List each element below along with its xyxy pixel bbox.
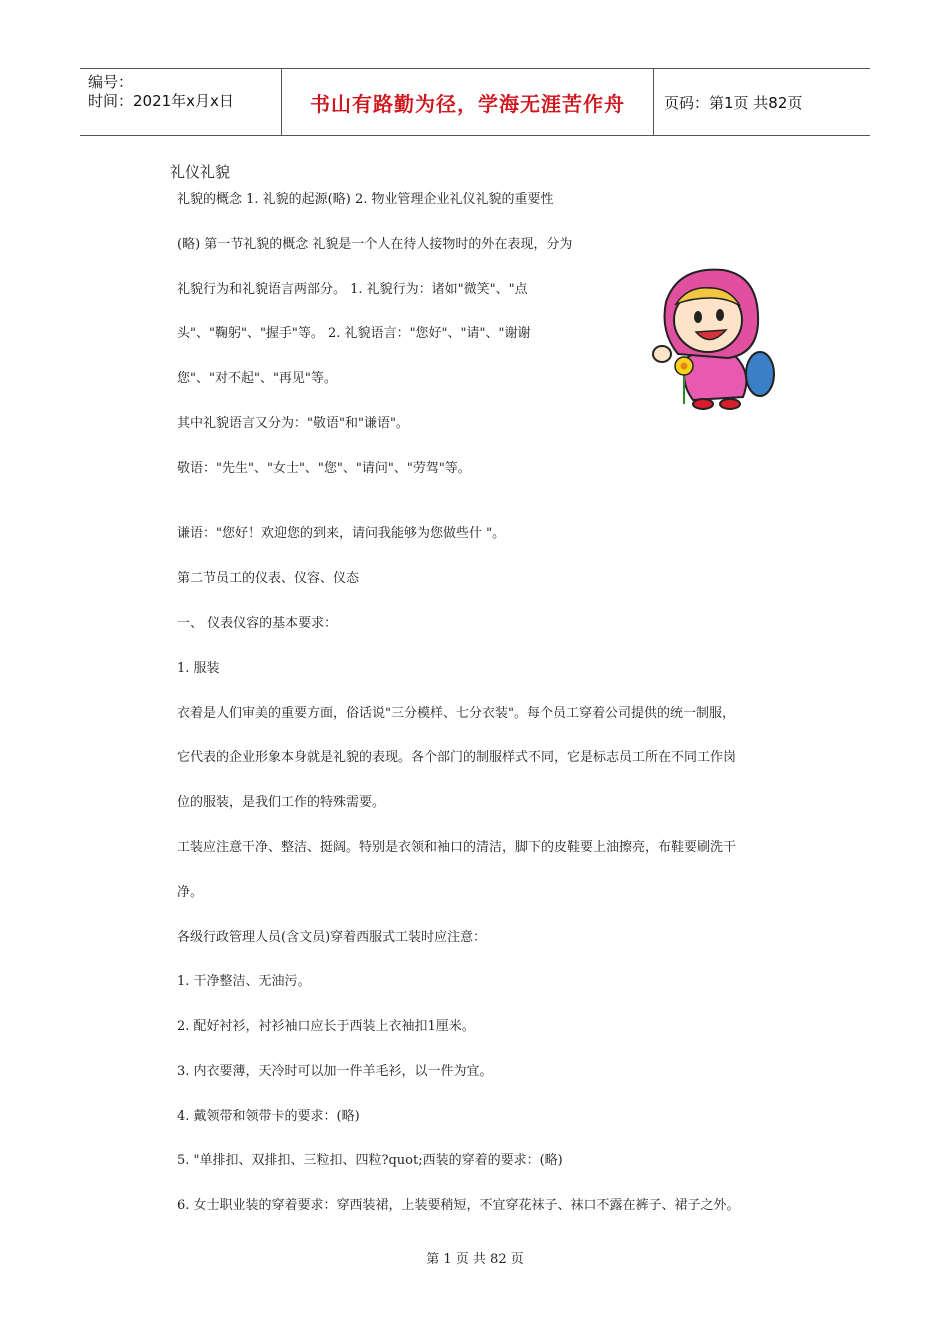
paragraph-line: (略) 第一节礼貌的概念 礼貌是一个人在待人接物时的外在表现，分为 [177,237,573,252]
paragraph-line: 礼貌行为和礼貌语言两部分。 1. 礼貌行为：诸如"微笑"、"点 [177,282,528,297]
number-label: 编号： [88,73,134,91]
paragraph-line: 衣着是人们审美的重要方面，俗话说"三分模样、七分衣装"。每个员工穿着公司提供的统一制服， [177,706,735,721]
paragraph-line: 谦语："您好！欢迎您的到来，请问我能够为您做些什 "。 [177,526,506,541]
header-slogan: 书山有路勤为径，学海无涯苦作舟 [282,69,654,135]
list-item: 4. 戴领带和领带卡的要求：(略) [177,1109,360,1124]
paragraph-line: 位的服装，是我们工作的特殊需要。 [177,795,386,810]
list-item: 3. 内衣要薄，天冷时可以加一件羊毛衫，以一件为宜。 [177,1064,493,1079]
page-footer: 第 1 页 共 82 页 [426,1252,524,1267]
paragraph-line: 各级行政管理人员(含文员)穿着西服式工装时应注意： [177,930,487,945]
section-heading: 第二节员工的仪表、仪容、仪态 [177,571,360,586]
paragraph-line: 工装应注意干净、整洁、挺阔。特别是衣领和袖口的清洁，脚下的皮鞋要上油擦亮，布鞋要刷洗干 [177,840,737,855]
header-page-info: 页码：第1页 共82页 [664,93,803,112]
time-label: 时间：2021年x月x日 [88,92,234,110]
list-item: 5. "单排扣、双排扣、三粒扣、四粒?quot;西装的穿着的要求：(略) [177,1153,563,1168]
subsection-heading: 一、 仪表仪容的基本要求： [177,616,338,631]
document-title: 礼仪礼貌 [170,163,231,181]
item-heading: 1. 服装 [177,661,220,676]
paragraph-line: 您"、"对不起"、"再见"等。 [177,371,337,386]
list-item: 1. 干净整洁、无油污。 [177,974,311,989]
cartoon-girl-with-flower-icon [648,262,778,412]
paragraph-line: 敬语："先生"、"女士"、"您"、"请问"、"劳驾"等。 [177,461,471,476]
paragraph-line: 净。 [177,885,204,900]
page-header [80,68,870,136]
list-item: 6. 女士职业装的穿着要求：穿西装裙，上装要稍短，不宜穿花袜子、袜口不露在裤子、裙子之外。 [177,1198,740,1213]
paragraph-line: 头"、"鞠躬"、"握手"等。 2. 礼貌语言："您好"、"请"、"谢谢 [177,326,531,341]
paragraph-line: 其中礼貌语言又分为："敬语"和"谦语"。 [177,416,409,431]
list-item: 2. 配好衬衫，衬衫袖口应长于西装上衣袖扣1厘米。 [177,1019,475,1034]
paragraph-line: 礼貌的概念 1. 礼貌的起源(略) 2. 物业管理企业礼仪礼貌的重要性 [177,192,554,207]
paragraph-line: 它代表的企业形象本身就是礼貌的表现。各个部门的制服样式不同，它是标志员工所在不同工作岗 [177,750,737,765]
header-meta [80,69,282,135]
